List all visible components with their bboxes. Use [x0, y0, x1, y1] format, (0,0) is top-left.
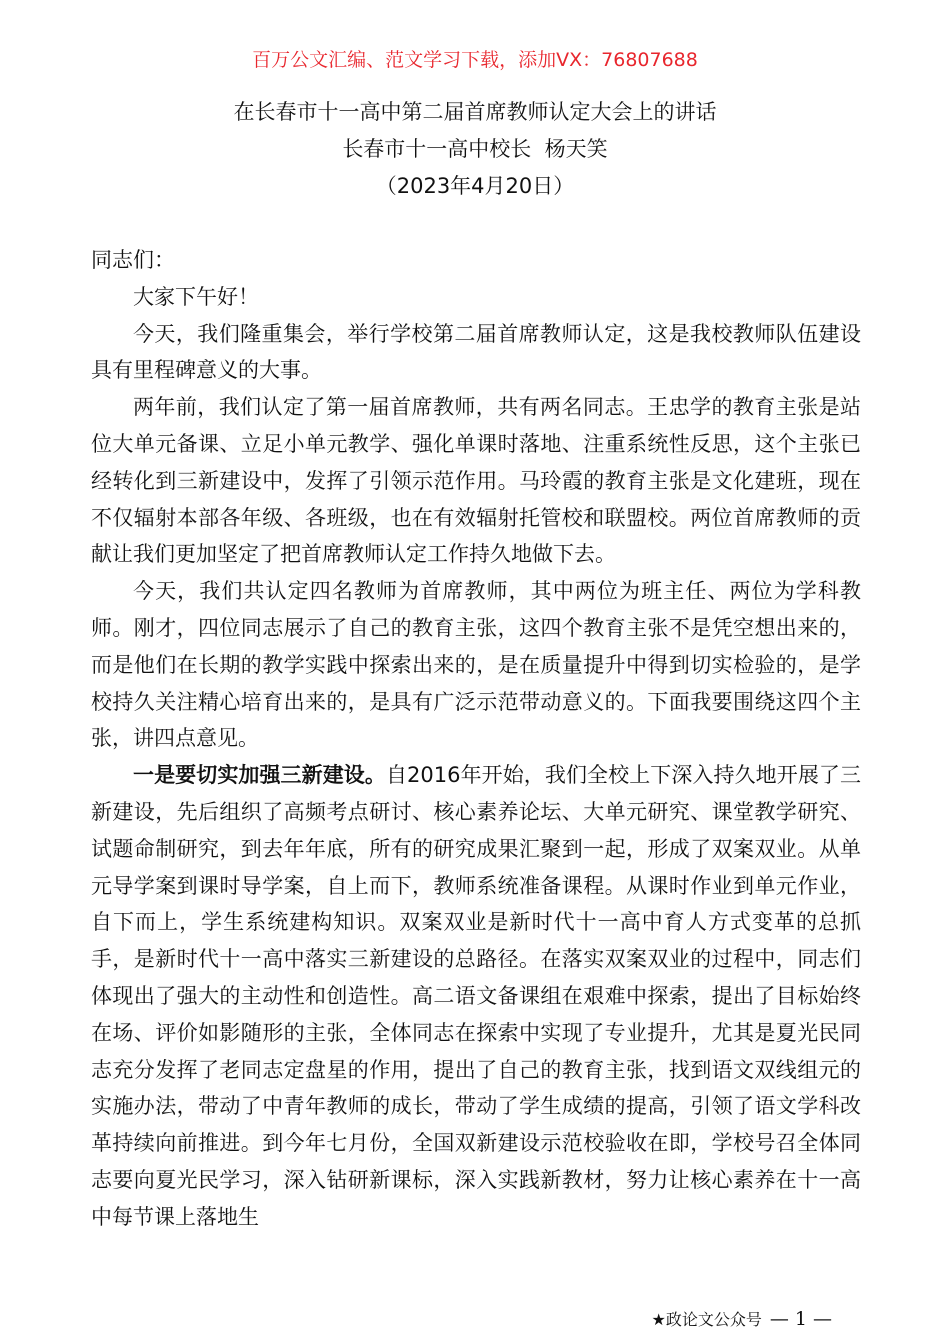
paragraph-3: 今天，我们共认定四名教师为首席教师，其中两位为班主任、两位为学科教师。刚才，四位同志展示了自己的教育主张，这四个教育主张不是凭空想出来的，而是他们在长期的教学实践中探索出来的，是在质量提升中得到切实检验的，是学校持久关注精心培育出来的，是具有广泛示范带动意义的。下面我要围绕这四个主张，讲四点意见。 — [91, 579, 861, 751]
speech-header — [0, 94, 950, 205]
paragraph-4-text: 自2016年开始，我们全校上下深入持久地开展了三新建设，先后组织了高频考点研讨、核心素养论坛、大单元研究、课堂教学研究、试题命制研究，到去年年底，所有的研究成果汇聚到一起，形成了双案双业。从单元导学案到课时导学案，自上而下，教师系统准备课程。从课时作业到单元作业，自下而上，学生系统建构知识。双案双业是新时代十一高中育人方式变革的总抓手，是新时代十一高中落实三新建设的总路径。在落实双案双业的过程中，同志们体现出了强大的主动性和创造性。高二语文备课组在艰难中探索，提出了目标始终在场、评价如影随形的主张，全体同志在探索中实现了专业提升，尤其是夏光民同志充分发挥了老同志定盘星的作用，提出了自己的教育主张，找到语文双线组元的实施办法，带动了中青年教师的成长，带动了学生成绩的提高，引领了语文学科改革持续向前推进。到今年七月份，全国双新建设示范校验收在即，学校号召全体同志要向夏光民学习，深入钻研新课标，深入实践新教材，努力让核心素养在十一高中每节课上落地生 — [91, 763, 862, 1229]
paragraph-1: 今天，我们隆重集会，举行学校第二届首席教师认定，这是我校教师队伍建设具有里程碑意义的大事。 — [91, 321, 861, 383]
greeting: 大家下午好！ — [133, 284, 259, 309]
paragraph-4 — [91, 757, 861, 1235]
paragraph-2: 两年前，我们认定了第一届首席教师，共有两名同志。王忠学的教育主张是站位大单元备课、立足小单元教学、强化单课时落地、注重系统性反思，这个主张已经转化到三新建设中，发挥了引领示范作用。马玲霞的教育主张是文化建班，现在不仅辐射本部各年级、各班级，也在有效辐射托管校和联盟校。两位首席教师的贡献让我们更加坚定了把首席教师认定工作持久地做下去。 — [91, 395, 861, 567]
paragraph-4-lead: 一是要切实加强三新建设。 — [133, 763, 386, 788]
promo-banner: 百万公文汇编、范文学习下载，添加VX：76807688 — [252, 49, 698, 71]
salutation: 同志们： — [91, 248, 175, 272]
speech-author: 长春市十一高中校长 杨天笑 — [342, 137, 608, 161]
speech-title: 在长春市十一高中第二届首席教师认定大会上的讲话 — [233, 100, 717, 124]
speech-date: （2023年4月20日） — [375, 174, 575, 198]
footer-source: ★政论文公众号 — [651, 1310, 762, 1329]
page-footer — [651, 1307, 832, 1332]
speech-body — [91, 242, 861, 1236]
page-number: — 1 — — [769, 1308, 832, 1330]
